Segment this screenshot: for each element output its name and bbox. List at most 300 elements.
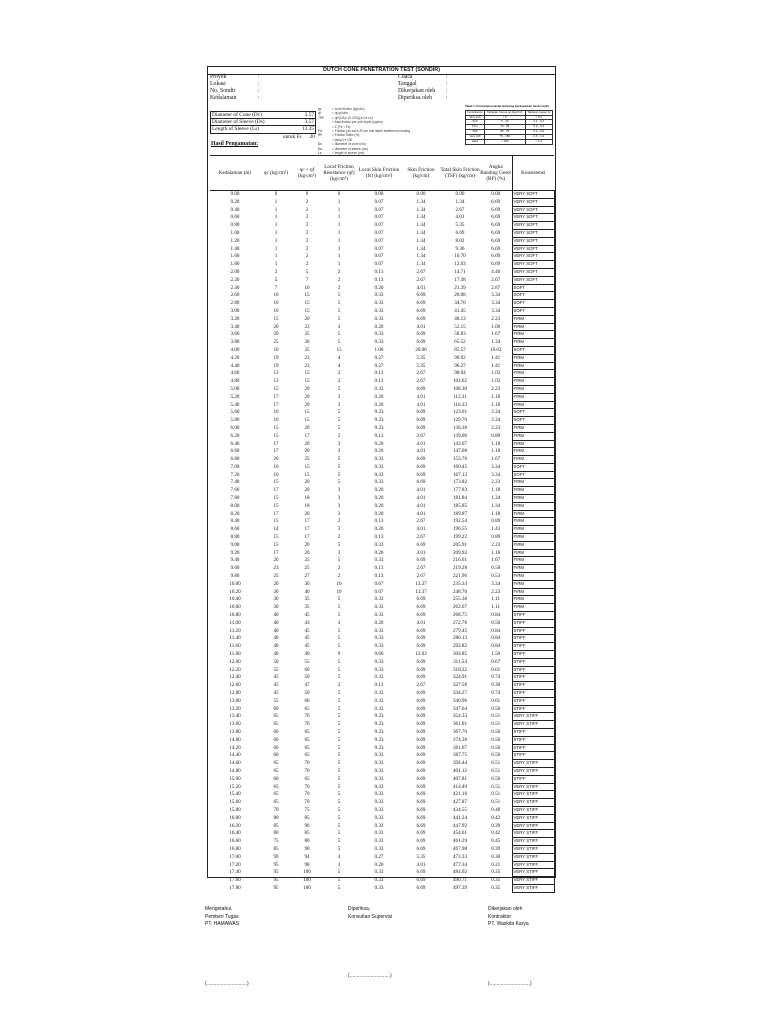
table-row <box>210 409 554 417</box>
table-row <box>210 549 554 557</box>
cell-local-skin-friction: 0.67 <box>374 588 384 595</box>
cell-consistency: VERY SOFT <box>512 206 554 214</box>
cell-local-friction: 10 <box>336 580 342 587</box>
table-row <box>210 713 554 721</box>
cell-skin-friction: 1.34 <box>416 245 426 252</box>
cell-qc: 65 <box>273 783 279 790</box>
cell-total-skin-friction: 219.28 <box>452 565 467 572</box>
cell-local-skin-friction: 0.33 <box>374 799 384 806</box>
cell-qc: 40 <box>273 612 279 619</box>
cell-total-skin-friction: 427.87 <box>452 799 467 806</box>
cell-depth: 13.80 <box>229 728 241 735</box>
col-header-qc-qf: qc + qf (kg/cm²) <box>292 156 322 191</box>
cell-skin-friction: 4.01 <box>416 510 426 517</box>
table-row <box>210 456 554 464</box>
header-left <box>210 74 266 102</box>
cell-depth: 0.80 <box>230 222 240 229</box>
cell-local-skin-friction: 0.33 <box>374 783 384 790</box>
table-row <box>210 884 554 892</box>
consistency-cell: Very stiff <box>466 135 485 140</box>
cell-local-skin-friction: 0.20 <box>374 861 384 868</box>
cell-consistency: STIFF <box>512 690 554 698</box>
cell-total-skin-friction: 205.91 <box>452 541 467 548</box>
cell-total-skin-friction: 454.61 <box>452 830 467 837</box>
cell-depth: 3.60 <box>230 331 240 338</box>
cell-total-skin-friction: 185.85 <box>452 502 467 509</box>
table-row <box>210 292 554 300</box>
cell-friction-ratio: 2.23 <box>491 479 501 486</box>
cell-local-skin-friction: 0.33 <box>374 627 384 634</box>
cell-qc-qf: 15 <box>304 417 310 424</box>
cell-skin-friction: 2.67 <box>416 378 426 385</box>
cell-local-skin-friction: 0.13 <box>374 268 384 275</box>
cell-consistency: STIFF <box>512 658 554 666</box>
cell-total-skin-friction: 324.91 <box>452 674 467 681</box>
cell-local-friction: 5 <box>337 557 341 564</box>
cell-depth: 2.40 <box>230 284 240 291</box>
cell-depth: 15.40 <box>229 791 241 798</box>
cell-local-skin-friction: 0.33 <box>374 830 384 837</box>
cell-qc: 1 <box>274 214 278 221</box>
cell-local-friction: 5 <box>337 604 341 611</box>
cell-depth: 16.80 <box>229 845 241 852</box>
cell-consistency: VERY SOFT <box>512 261 554 269</box>
sondir-table <box>210 155 555 893</box>
cell-total-skin-friction: 255.38 <box>452 596 467 603</box>
cell-qc: 60 <box>273 775 279 782</box>
cell-local-friction: 5 <box>337 713 341 720</box>
cell-depth: 9.20 <box>230 549 240 556</box>
cell-friction-ratio: 0.39 <box>491 845 501 852</box>
cell-skin-friction: 6.69 <box>416 635 426 642</box>
legend-description: = (fs/qc) x 100 <box>332 137 353 142</box>
cell-depth: 17.40 <box>229 869 241 876</box>
cell-total-skin-friction: 8.02 <box>455 237 465 244</box>
cell-qc-qf: 20 <box>304 401 310 408</box>
cell-skin-friction: 6.69 <box>416 783 426 790</box>
cell-qc: 90 <box>273 853 279 860</box>
legend-description: = Σ (Fs + Fs) <box>332 124 351 129</box>
cell-total-skin-friction: 6.69 <box>455 229 465 236</box>
legend-description: = total friction per unit depth (kg/cm) <box>332 120 383 125</box>
cell-friction-ratio: 0.35 <box>491 884 501 891</box>
table-body <box>210 191 554 893</box>
cell-qc: 7 <box>274 284 278 291</box>
cell-consistency: STIFF <box>512 612 554 620</box>
table-row <box>210 378 554 386</box>
cell-friction-ratio: 1.18 <box>491 448 501 455</box>
table-row <box>210 300 554 308</box>
cell-friction-ratio: 6.69 <box>491 229 501 236</box>
cell-qc-qf: 45 <box>304 612 310 619</box>
cell-qc: 15 <box>273 495 279 502</box>
cell-consistency: FIRM <box>512 339 554 347</box>
table-row <box>210 346 554 354</box>
cell-total-skin-friction: 147.08 <box>452 448 467 455</box>
cell-total-skin-friction: 334.27 <box>452 690 467 696</box>
cell-qc: 1 <box>274 253 278 260</box>
cell-qc-qf: 20 <box>304 315 310 322</box>
observation-heading: Hasil Pengamatan: <box>211 141 259 147</box>
cell-total-skin-friction: 262.07 <box>452 604 467 611</box>
cell-total-skin-friction: 473.33 <box>452 853 467 860</box>
cell-total-skin-friction: 272.76 <box>452 619 467 626</box>
cell-qc-qf: 49 <box>304 651 310 658</box>
cell-consistency: VERY SOFT <box>512 214 554 222</box>
cell-qc-qf: 25 <box>304 557 310 564</box>
legend-description: = qt-qc/obs <box>332 111 348 116</box>
cell-skin-friction: 4.01 <box>416 440 426 447</box>
cell-consistency: FIRM <box>512 479 554 487</box>
cell-local-friction: 3 <box>337 284 341 291</box>
cell-friction-ratio: 0.30 <box>491 853 501 860</box>
cell-qc: 17 <box>273 448 279 455</box>
cell-qc: 95 <box>273 884 279 891</box>
cell-local-friction: 5 <box>337 814 341 821</box>
cell-total-skin-friction: 318.22 <box>452 666 467 673</box>
legend-description: = qt*(1/A)= (0.2/10)(π Ds Ls) <box>332 115 373 120</box>
cell-total-skin-friction: 65.52 <box>454 339 466 346</box>
cell-skin-friction: 4.01 <box>416 448 426 455</box>
cell-consistency: FIRM <box>512 510 554 518</box>
cell-consistency: STIFF <box>512 705 554 713</box>
signature-blank: (.............................) <box>205 980 249 987</box>
cell-total-skin-friction: 41.45 <box>454 307 466 314</box>
cell-skin-friction: 6.69 <box>416 705 426 712</box>
cell-total-skin-friction: 327.58 <box>452 682 467 689</box>
cell-total-skin-friction: 2.67 <box>455 206 465 213</box>
cell-depth: 5.80 <box>230 417 240 424</box>
cell-total-skin-friction: 407.81 <box>452 775 467 782</box>
cell-local-skin-friction: 0.20 <box>374 495 384 502</box>
cell-qc-qf: 20 <box>304 385 310 392</box>
cell-friction-ratio: 1.11 <box>491 604 501 611</box>
col-header-local-friction: Local Friction Resistance (qf) (kg/cm²) <box>322 156 356 191</box>
cell-qc-qf: 65 <box>304 728 310 735</box>
cell-local-friction: 3 <box>337 393 341 400</box>
cell-local-friction: 5 <box>337 666 341 673</box>
cell-local-friction: 3 <box>337 401 341 408</box>
cell-skin-friction: 5.35 <box>416 354 426 361</box>
cell-consistency: FIRM <box>512 432 554 440</box>
cell-local-friction: 5 <box>337 424 341 431</box>
cell-qc-qf: 25 <box>304 331 310 338</box>
cell-depth: 0.40 <box>230 206 240 213</box>
cell-local-skin-friction: 0.33 <box>374 767 384 774</box>
cell-friction-ratio: 3.34 <box>491 417 501 424</box>
cell-qc-qf: 18 <box>304 495 310 502</box>
table-row <box>210 315 554 323</box>
cell-qc: 55 <box>273 697 279 704</box>
cell-consistency: VERY SOFT <box>512 245 554 253</box>
signature-line: PT. Waskita Karya <box>488 921 529 927</box>
cell-depth: 15.80 <box>229 806 241 813</box>
cell-local-skin-friction: 0.27 <box>374 354 384 361</box>
cell-friction-ratio: 0.67 <box>491 658 501 665</box>
cell-qc: 10 <box>273 463 279 470</box>
cell-friction-ratio: 1.34 <box>491 339 501 346</box>
cell-friction-ratio: 1.43 <box>491 526 501 533</box>
table-row <box>210 471 554 479</box>
cell-qc-qf: 20 <box>304 448 310 455</box>
cell-local-skin-friction: 0.33 <box>374 744 384 751</box>
cell-total-skin-friction: 268.75 <box>452 612 467 619</box>
table-row <box>210 799 554 807</box>
cell-local-friction: 4 <box>337 362 341 369</box>
cell-total-skin-friction: 12.03 <box>454 261 466 268</box>
cell-friction-ratio: 0.84 <box>491 643 501 650</box>
table-row <box>210 401 554 409</box>
cell-friction-ratio: 0.56 <box>491 728 501 735</box>
cell-local-friction: 9 <box>337 651 341 658</box>
cell-friction-ratio: 2.23 <box>491 424 501 431</box>
table-row <box>210 588 554 596</box>
cell-local-skin-friction: 0.33 <box>374 814 384 821</box>
cell-depth: 12.20 <box>229 666 241 673</box>
legend-symbol: TSF <box>318 115 325 120</box>
cell-consistency: FIRM <box>512 456 554 464</box>
cell-local-skin-friction: 0.33 <box>374 845 384 852</box>
cell-local-friction: 5 <box>337 300 341 307</box>
cell-consistency: FIRM <box>512 378 554 386</box>
consistency-header: Konsistensi <box>466 110 485 115</box>
cell-local-skin-friction: 0.20 <box>374 549 384 556</box>
cell-local-friction: 2 <box>337 573 341 580</box>
cell-skin-friction: 1.34 <box>416 261 426 268</box>
cell-consistency: SOFT <box>512 417 554 425</box>
cell-qc-qf: 65 <box>304 775 310 782</box>
cell-total-skin-friction: 28.08 <box>454 292 466 299</box>
cell-consistency: VERY STIFF <box>512 713 554 721</box>
table-row <box>210 619 554 627</box>
cell-qc-qf: 60 <box>304 697 310 704</box>
cell-friction-ratio: 6.69 <box>491 237 501 244</box>
cell-total-skin-friction: 34.76 <box>454 300 466 307</box>
cell-qc-qf: 85 <box>304 814 310 821</box>
cell-local-friction: 5 <box>337 760 341 767</box>
cell-local-friction: 5 <box>337 736 341 743</box>
cell-local-skin-friction: 0.33 <box>374 884 384 891</box>
consistency-body <box>466 115 553 144</box>
cell-total-skin-friction: 108.30 <box>452 385 467 392</box>
cell-skin-friction: 1.34 <box>416 222 426 229</box>
cell-qc-qf: 15 <box>304 409 310 416</box>
cell-consistency: VERY STIFF <box>512 838 554 846</box>
cell-local-skin-friction: 0.33 <box>374 307 384 314</box>
cell-local-friction: 5 <box>337 331 341 338</box>
cell-qc-qf: 35 <box>304 604 310 611</box>
cell-skin-friction: 4.01 <box>416 401 426 408</box>
cell-consistency: FIRM <box>512 549 554 557</box>
cell-local-friction: 5 <box>337 869 341 876</box>
table-row <box>210 690 554 698</box>
cell-skin-friction: 4.01 <box>416 861 426 868</box>
cell-local-skin-friction: 0.33 <box>374 713 384 720</box>
cell-friction-ratio: 6.69 <box>491 206 501 213</box>
cell-qc: 75 <box>273 838 279 845</box>
cell-qc: 40 <box>273 635 279 642</box>
cell-consistency: STIFF <box>512 619 554 627</box>
cell-friction-ratio: 0.56 <box>491 775 501 782</box>
col-header-friction-ratio: Angka Banding Geser (RF) (%) <box>480 156 512 191</box>
cell-local-skin-friction: 0.07 <box>374 222 384 229</box>
cell-local-friction: 0 <box>337 191 341 198</box>
cell-local-skin-friction: 0.13 <box>374 573 384 580</box>
cell-local-skin-friction: 0.33 <box>374 869 384 876</box>
cell-skin-friction: 6.69 <box>416 869 426 876</box>
table-row <box>210 666 554 674</box>
cell-skin-friction: 6.69 <box>416 822 426 829</box>
cell-consistency: VERY STIFF <box>512 783 554 791</box>
consistency-cell: Stiff <box>466 130 485 135</box>
cell-skin-friction: 6.69 <box>416 409 426 416</box>
cell-qc-qf: 94 <box>304 853 310 860</box>
cell-local-friction: 1 <box>337 245 341 252</box>
cell-qc-qf: 50 <box>304 674 310 681</box>
cell-local-friction: 5 <box>337 456 341 463</box>
cell-local-friction: 3 <box>337 549 341 556</box>
cell-qc-qf: 65 <box>304 752 310 759</box>
cell-local-friction: 1 <box>337 222 341 229</box>
cell-skin-friction: 5.35 <box>416 362 426 369</box>
cell-qc: 40 <box>273 651 279 658</box>
cell-local-skin-friction: 0.33 <box>374 838 384 845</box>
cell-local-friction: 5 <box>337 744 341 751</box>
cell-consistency: FIRM <box>512 596 554 604</box>
table-row <box>210 674 554 682</box>
cell-consistency: FIRM <box>512 518 554 526</box>
col-header-total-skin-friction: Total Skin Friction (TSF) (kg/cm) <box>440 156 480 191</box>
cell-qc: 95 <box>273 869 279 876</box>
cell-qc-qf: 2 <box>305 245 309 252</box>
cell-local-friction: 5 <box>337 307 341 314</box>
cell-friction-ratio: 0.58 <box>491 565 501 572</box>
header-field: Cuaca : <box>398 74 448 80</box>
cell-consistency: VERY STIFF <box>512 884 554 892</box>
cell-qc-qf: 65 <box>304 744 310 751</box>
cell-total-skin-friction: 192.54 <box>452 518 467 525</box>
cell-qc: 15 <box>273 432 279 439</box>
cell-total-skin-friction: 367.70 <box>452 728 467 735</box>
consistency-cell: 75 - 150 <box>484 135 525 140</box>
cell-consistency: VERY SOFT <box>512 253 554 261</box>
cell-skin-friction: 6.69 <box>416 424 426 431</box>
signature-line: Pemberi Tugas <box>205 913 239 920</box>
cell-friction-ratio: 0.56 <box>491 736 501 743</box>
cell-qc-qf: 65 <box>304 736 310 743</box>
cell-local-friction: 5 <box>337 690 341 696</box>
cell-total-skin-friction: 101.62 <box>452 378 467 385</box>
cell-depth: 5.20 <box>230 393 240 400</box>
cell-local-skin-friction: 0.20 <box>374 284 384 291</box>
cell-skin-friction: 6.69 <box>416 884 426 891</box>
cell-friction-ratio: 1.18 <box>491 510 501 517</box>
cell-friction-ratio: 1.18 <box>491 401 501 408</box>
cell-depth: 6.20 <box>230 432 240 439</box>
cell-qc-qf: 70 <box>304 799 310 806</box>
cell-friction-ratio: 3.34 <box>491 307 501 314</box>
cell-qc-qf: 35 <box>304 596 310 603</box>
cell-local-skin-friction: 0.33 <box>374 596 384 603</box>
cell-skin-friction: 6.69 <box>416 315 426 322</box>
cell-friction-ratio: 0.39 <box>491 822 501 829</box>
cell-total-skin-friction: 347.64 <box>452 705 467 712</box>
cell-friction-ratio: 0.51 <box>491 783 501 790</box>
cell-depth: 12.60 <box>229 682 241 689</box>
cell-friction-ratio: 0.51 <box>491 713 501 720</box>
table-row <box>210 573 554 581</box>
cell-local-skin-friction: 0.33 <box>374 479 384 486</box>
cell-depth: 2.60 <box>230 292 240 299</box>
cell-local-friction: 5 <box>337 783 341 790</box>
cell-total-skin-friction: 441.24 <box>452 814 467 821</box>
cell-friction-ratio: 1.67 <box>491 456 501 463</box>
cell-qc: 15 <box>273 385 279 392</box>
cell-consistency: FIRM <box>512 401 554 409</box>
table-row <box>210 518 554 526</box>
cell-qc: 95 <box>273 861 279 868</box>
cell-depth: 5.60 <box>230 409 240 416</box>
consistency-row <box>466 140 553 145</box>
cell-skin-friction: 4.01 <box>416 495 426 502</box>
cell-consistency: SOFT <box>512 463 554 471</box>
cell-local-skin-friction: 0.20 <box>374 401 384 408</box>
table-row <box>210 206 554 214</box>
cell-qc-qf: 70 <box>304 791 310 798</box>
cell-local-friction: 2 <box>337 378 341 385</box>
table-row <box>210 744 554 752</box>
cell-depth: 16.60 <box>229 838 241 845</box>
cell-skin-friction: 6.69 <box>416 596 426 603</box>
cell-local-friction: 5 <box>337 705 341 712</box>
cell-total-skin-friction: 292.82 <box>452 643 467 650</box>
cell-consistency: FIRM <box>512 440 554 448</box>
cell-local-skin-friction: 0.13 <box>374 565 384 572</box>
legend-description: = cone friction (kg/cm²) <box>332 107 365 111</box>
cell-total-skin-friction: 177.83 <box>452 487 467 494</box>
cell-friction-ratio: 0.42 <box>491 814 501 821</box>
col-header-consistency: Konsistensi <box>512 156 554 191</box>
cell-qc: 15 <box>273 518 279 525</box>
cell-local-friction: 3 <box>337 323 341 330</box>
cell-qc-qf: 0 <box>305 191 309 198</box>
cell-skin-friction: 4.01 <box>416 487 426 494</box>
cell-skin-friction: 6.69 <box>416 666 426 673</box>
cell-qc: 10 <box>273 292 279 299</box>
table-row <box>210 222 554 230</box>
cell-friction-ratio: 1.18 <box>491 487 501 494</box>
table-row <box>210 869 554 877</box>
table-row <box>210 268 554 276</box>
cell-total-skin-friction: 235.33 <box>452 580 467 587</box>
cell-friction-ratio: 0.53 <box>491 573 501 580</box>
cell-qc: 80 <box>273 830 279 837</box>
cell-qc: 45 <box>273 690 279 696</box>
cell-local-skin-friction: 0.33 <box>374 721 384 728</box>
table-row <box>210 658 554 666</box>
cell-local-skin-friction: 0.20 <box>374 323 384 330</box>
cell-local-skin-friction: 0.33 <box>374 409 384 416</box>
table-row <box>210 479 554 487</box>
cell-friction-ratio: 0.42 <box>491 830 501 837</box>
table-row <box>210 760 554 768</box>
cell-skin-friction: 2.67 <box>416 573 426 580</box>
cell-local-friction: 5 <box>337 479 341 486</box>
cell-skin-friction: 6.69 <box>416 752 426 759</box>
cell-total-skin-friction: 160.45 <box>452 463 467 470</box>
cell-local-skin-friction: 0.20 <box>374 526 384 533</box>
cell-friction-ratio: 0.51 <box>491 799 501 806</box>
